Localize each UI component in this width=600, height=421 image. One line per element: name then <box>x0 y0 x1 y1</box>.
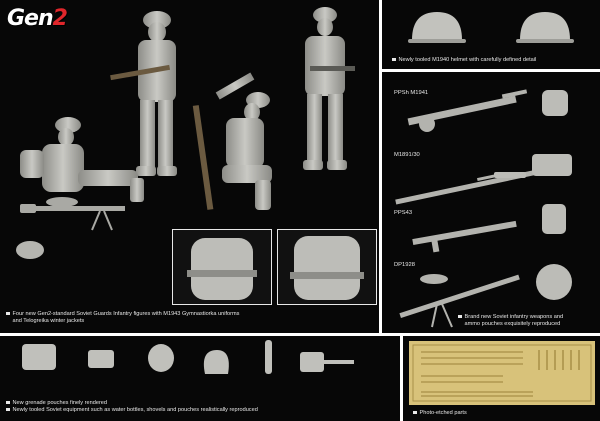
bullet-icon <box>6 312 10 316</box>
weapons-panel <box>382 72 600 333</box>
grenade-pouch-model <box>22 344 56 370</box>
equipment-panel <box>0 336 400 421</box>
bullet-icon <box>413 411 417 415</box>
soldier-with-pouch-figure <box>303 7 355 170</box>
jacket-back-detail-2 <box>277 229 377 305</box>
weapon-label-ppsh: PPSh M1941 <box>394 90 429 96</box>
sitting-soldier-figure <box>20 117 144 202</box>
weapon-label-m1891: M1891/30 <box>394 152 420 158</box>
ppsh-model <box>408 89 528 132</box>
figures-panel <box>0 0 379 333</box>
bottle-model <box>265 340 272 374</box>
ground-helmet-model <box>16 241 44 259</box>
figures-caption: Four new Gen2-standard Soviet Guards Infantry figures with M1943 Gymnastiorka uniforms and Telogreika winter jackets <box>6 311 376 325</box>
weapons-caption: Brand new Soviet infantry weapons and ammo pouches exquisitely reproduced <box>458 314 598 328</box>
bullet-icon <box>392 58 396 62</box>
standing-soldier-figure <box>110 11 177 176</box>
photoetch-caption: Photo-etched parts <box>413 410 467 417</box>
helmet-panel <box>382 0 600 69</box>
weapon-label-dp1928: DP1928 <box>394 262 415 268</box>
small-pouch-model <box>88 350 114 368</box>
sack-model <box>204 350 229 374</box>
equipment-caption: New grenade pouches finely rendered Newly tooled Soviet equipment such as water bottles, shovels and pouches realistically reproduced <box>6 400 398 414</box>
photoetch-fret <box>403 336 600 421</box>
jacket-back-detail-1 <box>172 229 272 305</box>
weapon-label-pps43: PPS43 <box>394 210 413 216</box>
water-bottle-model <box>148 344 174 372</box>
bullet-icon <box>6 408 10 412</box>
pps43-model <box>412 221 516 253</box>
kneeling-soldier-figure <box>193 73 272 210</box>
shovel-model <box>300 352 324 372</box>
bullet-icon <box>6 401 10 405</box>
weapons-illustration <box>382 72 600 333</box>
dp-machine-gun-model <box>20 197 125 230</box>
helmet-caption: Newly tooled M1940 helmet with carefully defined detail <box>392 57 536 64</box>
gen2-logo: Gen2 <box>7 6 67 31</box>
bullet-icon <box>458 315 462 319</box>
ammo-pouch-models <box>494 90 572 300</box>
photoetch-panel <box>403 336 600 421</box>
